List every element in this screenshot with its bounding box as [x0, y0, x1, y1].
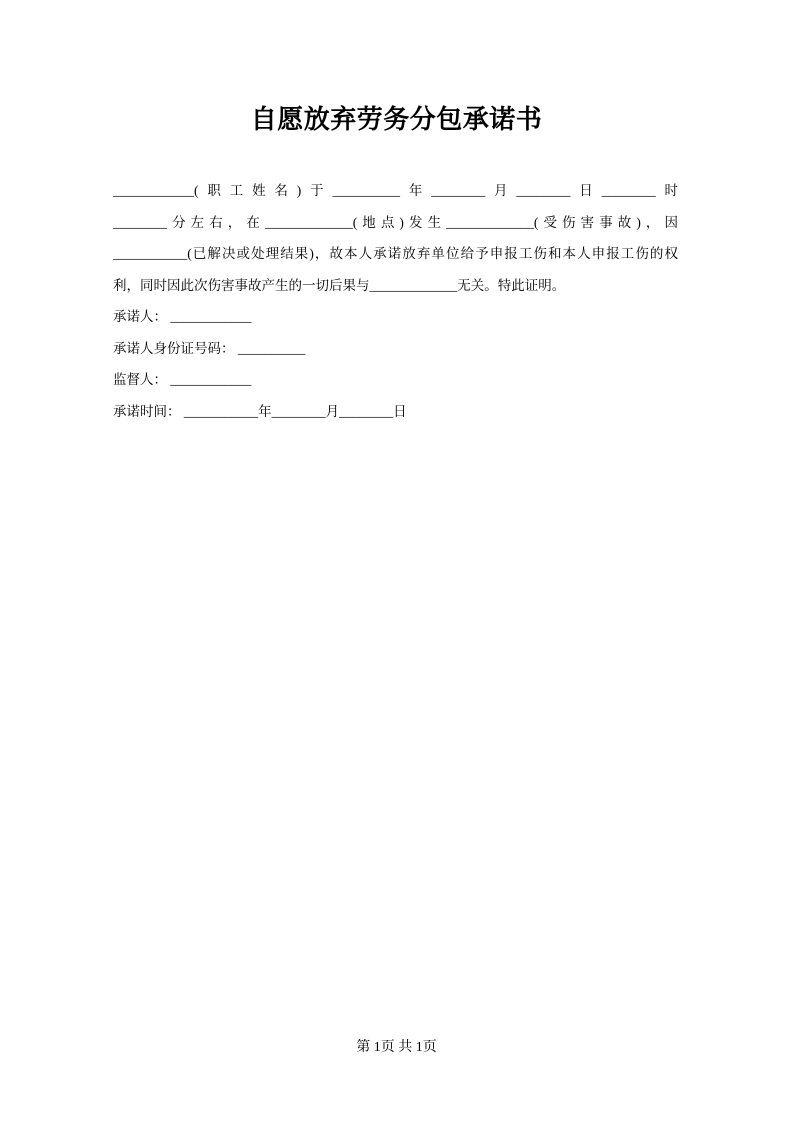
body-line-incident: ________分左右，在_____________(地点)发生_____________(受伤害事故)，因	[113, 214, 678, 230]
body-line-intro: ____________(职工姓名)于__________年________月________日________时	[113, 183, 678, 198]
field-promise-date: 承诺时间： ___________年________月________日	[113, 403, 407, 419]
body-line-closing: 利，同时因此次伤害事故产生的一切后果与_____________无关。特此证明。	[113, 277, 566, 293]
field-promisor-id-number: 承诺人身份证号码： __________	[113, 340, 306, 356]
document-body	[113, 175, 678, 427]
body-line-resolution: ___________(已解决或处理结果)，故本人承诺放弃单位给予申报工伤和本人申报工伤的权	[113, 246, 678, 261]
field-supervisor-name: 监督人： ____________	[113, 372, 252, 387]
page-number-footer: 第 1页 共 1页	[356, 1040, 437, 1055]
document-title: 自愿放弃劳务分包承诺书	[250, 105, 543, 134]
field-promisor-name: 承诺人： ____________	[113, 309, 252, 324]
